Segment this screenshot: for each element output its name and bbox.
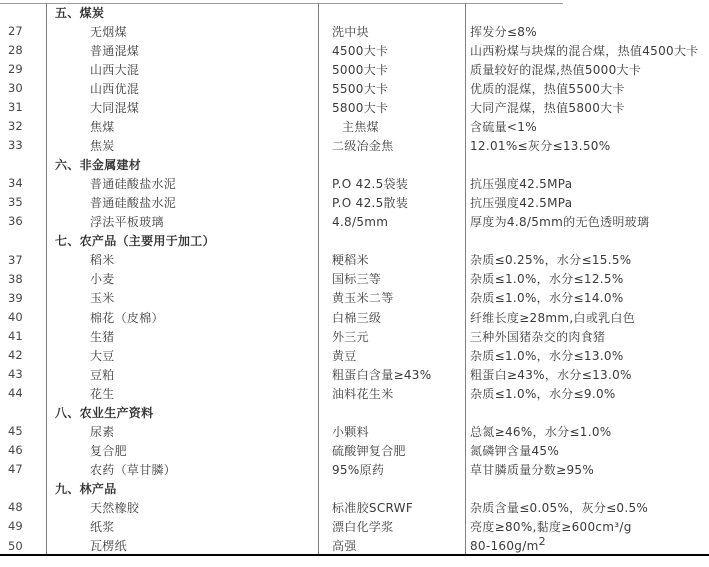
product-name: 尿素 [90, 424, 115, 439]
description-text: 大同产混煤，热值5800大卡 [470, 100, 625, 115]
table-bottom-border [0, 554, 709, 557]
description-text: 杂质≤1.0%，水分≤14.0% [470, 291, 624, 306]
description-text: 含硫量<1% [470, 119, 537, 134]
product-name: 小麦 [90, 272, 115, 287]
description-cell [465, 254, 709, 266]
row-number: 38 [8, 271, 23, 286]
spec-cell: 5800大卡 [332, 100, 389, 115]
description-text: 氮磷钾含量45% [470, 443, 560, 458]
spec-cell: 4500大卡 [332, 43, 389, 58]
row-number: 27 [8, 23, 23, 38]
spec-cell: 国标三等 [332, 272, 382, 287]
spec-cell: P.O 42.5散装 [332, 196, 409, 211]
description-text: 杂质≤1.0%，水分≤12.5% [470, 272, 624, 287]
row-number: 34 [8, 176, 23, 191]
product-name: 生猪 [90, 329, 115, 344]
row-number: 40 [8, 309, 23, 324]
spec-cell: 4.8/5mm [332, 215, 389, 230]
description-text: 山西粉煤与块煤的混合煤，热值4500大卡 [470, 43, 699, 58]
product-name: 山西优混 [90, 81, 140, 96]
table-row [0, 384, 709, 403]
section-title: 六、非金属建材 [55, 158, 142, 173]
spec-cell: 黄玉米二等 [332, 291, 394, 306]
description-text: 80-160g/m [470, 539, 539, 554]
description-cell [465, 521, 709, 533]
description-cell [465, 102, 709, 114]
spec-cell: 外三元 [332, 329, 369, 344]
spec-cell: 黄豆 [332, 348, 357, 363]
table-row [0, 346, 709, 365]
row-number: 50 [8, 538, 23, 553]
description-text: 挥发分≤8% [470, 24, 537, 39]
description-text: 杂质≤1.0%，水分≤9.0% [470, 386, 616, 401]
product-name: 浮法平板玻璃 [90, 215, 164, 230]
table-row [0, 461, 709, 480]
spec-cell: 高强 [332, 539, 357, 554]
table-row [0, 327, 709, 346]
product-name: 纸浆 [90, 520, 115, 535]
product-name: 豆粕 [90, 367, 115, 382]
product-name: 焦炭 [90, 138, 115, 153]
row-number: 35 [8, 195, 23, 210]
row-number: 41 [8, 328, 23, 343]
description-cell [465, 502, 709, 514]
spec-cell: 粳稻米 [332, 253, 369, 268]
spec-cell: 油料花生米 [332, 386, 394, 401]
row-number: 36 [8, 214, 23, 229]
description-cell [465, 331, 709, 343]
description-text: 总氮≥46%，水分≤1.0% [470, 424, 612, 439]
row-number: 48 [8, 500, 23, 515]
description-cell [465, 45, 709, 57]
description-text: 厚度为4.8/5mm的无色透明玻璃 [470, 215, 650, 230]
product-name: 山西大混 [90, 62, 140, 77]
description-cell [465, 121, 709, 133]
row-number: 49 [8, 519, 23, 534]
description-text: 质量较好的混煤,热值5000大卡 [470, 62, 642, 77]
spec-cell: 二级冶金焦 [332, 138, 394, 153]
description-text: 12.01%≤灰分≤13.50% [470, 138, 611, 153]
description-cell [465, 445, 709, 457]
product-name: 棉花（皮棉） [90, 310, 164, 325]
description-cell [465, 388, 709, 400]
table-row [0, 308, 709, 327]
spec-cell: 小颗料 [332, 424, 369, 439]
spec-cell: 硫酸钾复合肥 [332, 443, 406, 458]
spec-cell: 漂白化学浆 [332, 520, 394, 535]
description-cell [465, 426, 709, 438]
description-cell [465, 83, 709, 95]
section-row [0, 156, 709, 175]
table-row [0, 98, 709, 117]
product-name: 农药（草甘膦） [90, 463, 177, 478]
product-name: 花生 [90, 386, 115, 401]
description-text: 粗蛋白≥43%，水分≤13.0% [470, 367, 632, 382]
table-row [0, 422, 709, 441]
row-number: 31 [8, 100, 23, 115]
table-row [0, 213, 709, 232]
table-row [0, 251, 709, 270]
product-name: 焦煤 [90, 119, 115, 134]
table-row [0, 22, 709, 41]
product-name: 瓦楞纸 [90, 539, 127, 554]
spec-cell: 5500大卡 [332, 81, 389, 96]
spec-cell: 白棉三级 [332, 310, 382, 325]
spec-cell: P.O 42.5袋装 [332, 177, 409, 192]
description-cell [465, 464, 709, 476]
section-row [0, 480, 709, 499]
table-rows [0, 3, 709, 556]
section-title: 八、农业生产资料 [55, 405, 154, 420]
description-cell [465, 369, 709, 381]
row-number: 42 [8, 347, 23, 362]
spec-cell: 主焦煤 [342, 119, 379, 134]
table-row [0, 117, 709, 136]
table-row [0, 518, 709, 537]
row-number: 43 [8, 366, 23, 381]
description-cell [465, 140, 709, 152]
description-text: 草甘膦质量分数≥95% [470, 463, 595, 478]
spec-cell: 洗中块 [332, 24, 369, 39]
spec-cell: 粗蛋白含量≥43% [332, 367, 432, 382]
table-row [0, 60, 709, 79]
product-name: 普通硅酸盐水泥 [90, 196, 177, 211]
row-number: 47 [8, 462, 23, 477]
row-number: 32 [8, 119, 23, 134]
spec-cell: 5000大卡 [332, 62, 389, 77]
description-text: 三种外国猪杂交的肉食猪 [470, 329, 606, 344]
row-number: 46 [8, 443, 23, 458]
description-cell [465, 64, 709, 76]
table-row [0, 289, 709, 308]
description-cell [465, 216, 709, 228]
row-number: 29 [8, 61, 23, 76]
product-name: 稻米 [90, 253, 115, 268]
spec-cell: 标准胶SCRWF [332, 501, 414, 516]
section-row [0, 403, 709, 422]
description-text: 杂质≤1.0%，水分≤13.0% [470, 348, 624, 363]
product-name: 普通混煤 [90, 43, 140, 58]
commodity-table [0, 3, 709, 556]
table-row [0, 441, 709, 460]
description-text: 杂质≤0.25%，水分≤15.5% [470, 253, 632, 268]
description-cell [465, 26, 709, 38]
description-cell [465, 535, 709, 554]
description-text: 优质的混煤，热值5500大卡 [470, 81, 625, 96]
table-row [0, 175, 709, 194]
row-number: 45 [8, 424, 23, 439]
description-cell [465, 350, 709, 362]
section-title: 五、煤炭 [55, 5, 105, 20]
description-cell [465, 273, 709, 285]
description-text: 抗压强度42.5MPa [470, 196, 573, 211]
row-number: 28 [8, 42, 23, 57]
row-number: 44 [8, 386, 23, 401]
section-row [0, 232, 709, 251]
table-row [0, 499, 709, 518]
description-cell [465, 312, 709, 324]
description-cell [465, 178, 709, 190]
description-text: 杂质含量≤0.05%，灰分≤0.5% [470, 501, 649, 516]
description-cell [465, 292, 709, 304]
product-name: 大豆 [90, 348, 115, 363]
spec-cell: 95%原药 [332, 463, 385, 478]
row-number: 37 [8, 252, 23, 267]
product-name: 复合肥 [90, 443, 127, 458]
product-name: 大同混煤 [90, 100, 140, 115]
row-number: 33 [8, 138, 23, 153]
row-number: 30 [8, 81, 23, 96]
table-row [0, 41, 709, 60]
description-superscript: 2 [538, 535, 546, 549]
section-title: 九、林产品 [55, 482, 117, 497]
table-row [0, 136, 709, 155]
table-row [0, 194, 709, 213]
section-row [0, 3, 709, 22]
product-name: 无烟煤 [90, 24, 127, 39]
description-text: 亮度≥80%,黏度≥600cm³/g [470, 520, 632, 535]
description-cell [465, 197, 709, 209]
product-name: 普通硅酸盐水泥 [90, 177, 177, 192]
product-name: 玉米 [90, 291, 115, 306]
table-row [0, 79, 709, 98]
row-number: 39 [8, 290, 23, 305]
section-title: 七、农产品（主要用于加工） [55, 234, 215, 249]
description-text: 抗压强度42.5MPa [470, 177, 573, 192]
description-text: 纤维长度≥28mm,白或乳白色 [470, 310, 636, 325]
table-row [0, 365, 709, 384]
table-row [0, 270, 709, 289]
product-name: 天然橡胶 [90, 501, 140, 516]
